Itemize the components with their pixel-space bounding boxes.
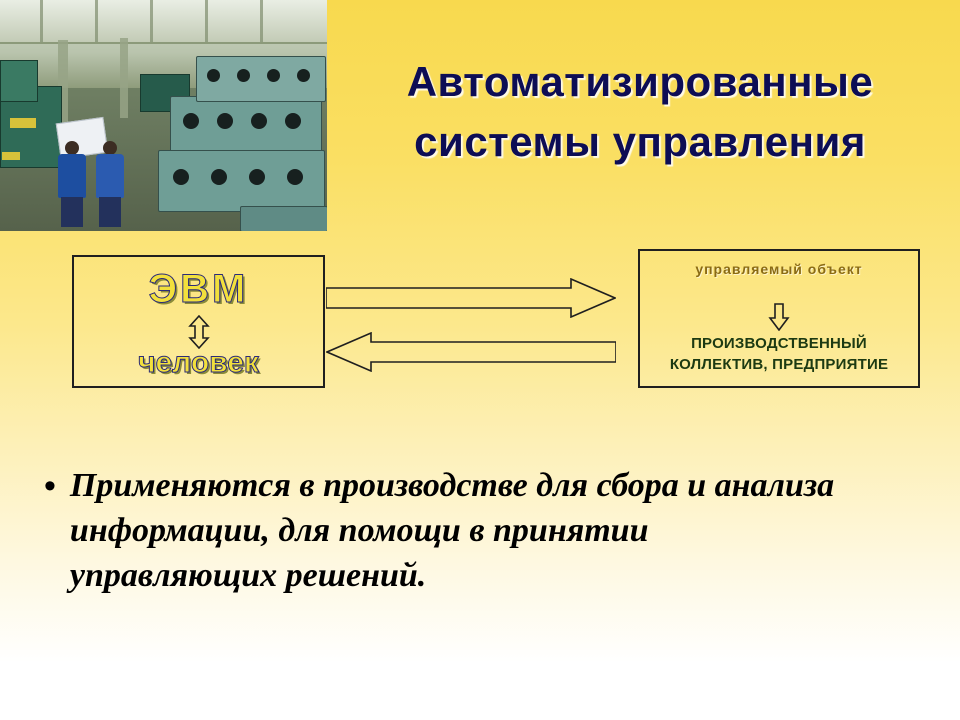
photo-detail bbox=[2, 152, 20, 160]
photo-engine-block bbox=[196, 56, 326, 102]
photo-worker bbox=[96, 141, 124, 225]
arrow-to-object-icon bbox=[326, 278, 616, 323]
page-title: Автоматизированные системы управления bbox=[406, 58, 874, 165]
photo-detail bbox=[10, 118, 36, 128]
photo-pillar bbox=[120, 38, 128, 118]
photo-engine-block bbox=[170, 96, 322, 154]
arrow-to-computer-icon bbox=[326, 332, 616, 377]
bullet-item bbox=[44, 464, 924, 599]
photo-ceiling bbox=[0, 0, 327, 44]
control-system-diagram bbox=[0, 240, 960, 400]
computer-human-box bbox=[72, 255, 325, 388]
evm-label: ЭВМ bbox=[148, 267, 249, 311]
down-arrow-icon bbox=[768, 303, 790, 336]
human-label: человек bbox=[138, 346, 259, 379]
enterprise-label: ПРОИЗВОДСТВЕННЫЙ КОЛЛЕКТИВ, ПРЕДПРИЯТИЕ bbox=[669, 335, 889, 373]
photo-worker bbox=[58, 141, 86, 225]
photo-machine bbox=[0, 60, 38, 102]
photo-engine-block bbox=[240, 206, 327, 231]
bullet-marker: • bbox=[44, 467, 56, 505]
managed-object-box bbox=[638, 249, 920, 388]
factory-photo bbox=[0, 0, 327, 231]
bullet-text: Применяются в производстве для сбора и анализа информации, для помощи в принятии управляющих решений. bbox=[69, 467, 835, 594]
photo-engine-block bbox=[158, 150, 325, 212]
managed-object-label: управляемый объект bbox=[695, 261, 863, 277]
